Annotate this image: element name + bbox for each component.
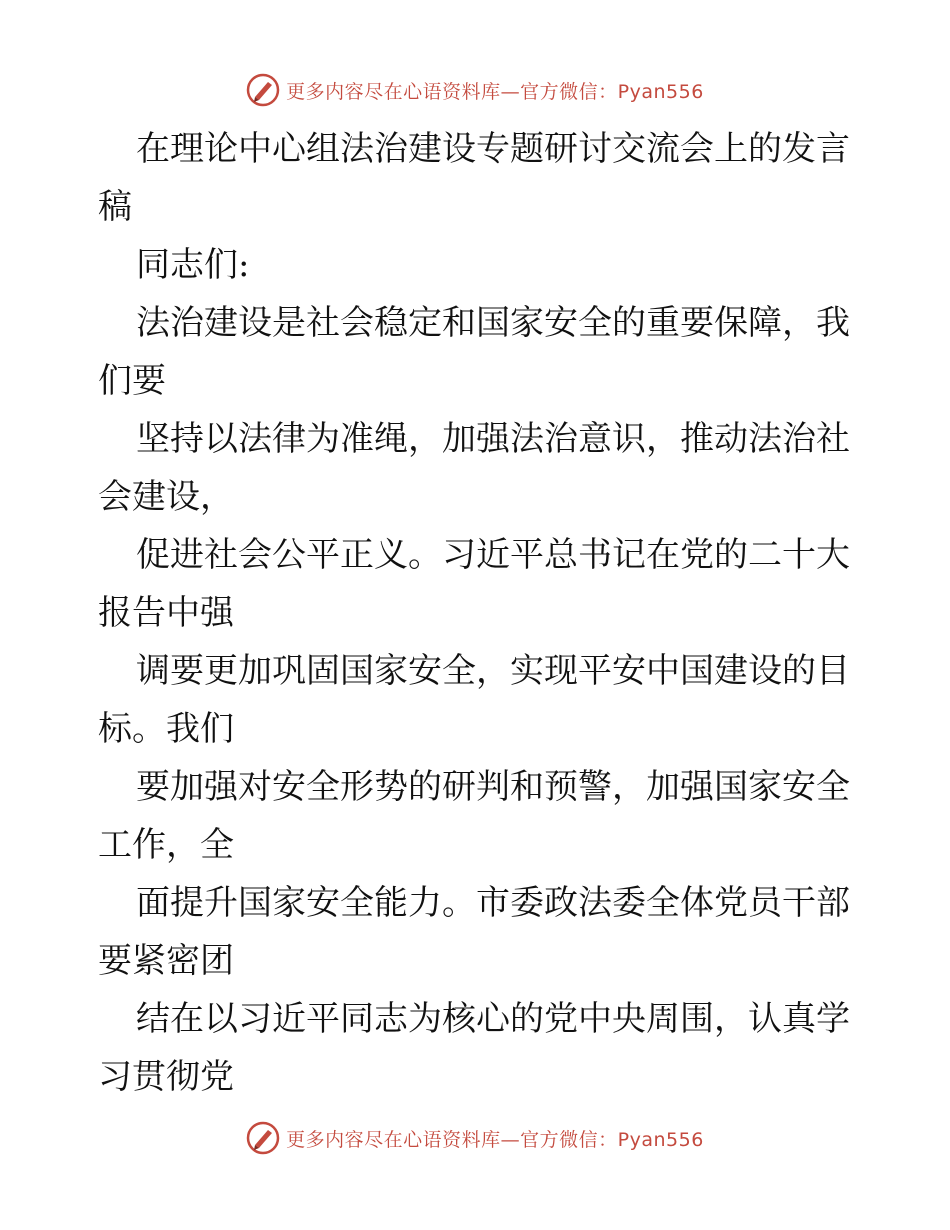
banner-text: 更多内容尽在心语资料库—官方微信：Pyan556 xyxy=(286,1128,704,1151)
text-line: 坚持以法律为准绳，加强法治意识，推动法治社 xyxy=(136,419,850,459)
pen-logo-icon xyxy=(246,1121,280,1155)
text-line: 面提升国家安全能力。市委政法委全体党员干部 xyxy=(136,883,850,923)
text-line: 法治建设是社会稳定和国家安全的重要保障，我 xyxy=(136,303,850,343)
text-line: 要紧密团 xyxy=(98,941,234,981)
text-line: 习贯彻党 xyxy=(98,1057,234,1097)
text-line: 们要 xyxy=(98,361,166,401)
text-line: 调要更加巩固国家安全，实现平安中国建设的目 xyxy=(136,651,850,691)
text-line: 标。我们 xyxy=(98,709,234,749)
text-line: 促进社会公平正义。习近平总书记在党的二十大 xyxy=(136,535,850,575)
text-line: 稿 xyxy=(98,187,132,227)
footer-banner xyxy=(0,1118,950,1158)
text-line: 在理论中心组法治建设专题研讨交流会上的发言 xyxy=(136,129,850,169)
text-line: 结在以习近平同志为核心的党中央周围，认真学 xyxy=(136,999,850,1039)
text-line: 同志们: xyxy=(136,245,250,285)
header-banner xyxy=(0,70,950,110)
text-line: 报告中强 xyxy=(98,593,234,633)
document-body xyxy=(98,120,858,1106)
banner-text: 更多内容尽在心语资料库—官方微信：Pyan556 xyxy=(286,80,704,103)
text-line: 会建设， xyxy=(98,477,234,517)
text-line: 工作，全 xyxy=(98,825,234,865)
pen-logo-icon xyxy=(246,73,280,107)
text-line: 要加强对安全形势的研判和预警，加强国家安全 xyxy=(136,767,850,807)
